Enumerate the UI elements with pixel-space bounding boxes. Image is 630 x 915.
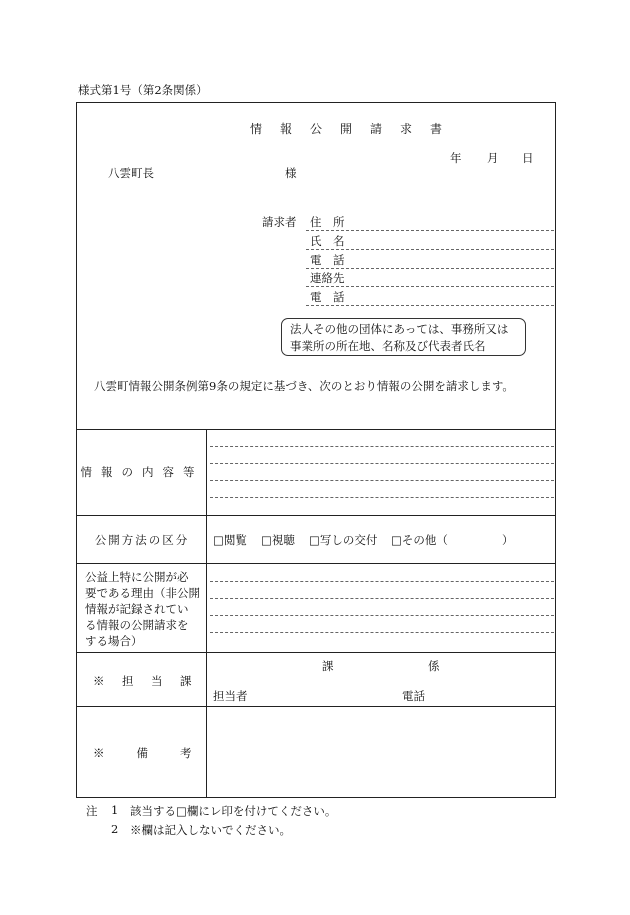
table-divider: [76, 706, 556, 707]
info-content-line[interactable]: [210, 446, 554, 447]
method-label: 公開方法の区分: [94, 533, 190, 547]
reason-label-line2: 要である理由（非公開: [85, 586, 200, 600]
corporation-note-line1: 法人その他の団体にあっては、事務所又は: [290, 322, 509, 336]
remarks-label: ※ 備 考: [93, 746, 195, 760]
table-column-divider: [206, 429, 207, 652]
note-1-text: 該当する□欄にレ印を付けてください。: [130, 804, 337, 818]
info-content-line[interactable]: [210, 480, 554, 481]
reason-line[interactable]: [210, 615, 554, 616]
note-2-text: ※欄は記入しないでください。: [130, 823, 291, 837]
table-column-divider: [206, 652, 207, 798]
date-day-label: 日: [522, 151, 534, 165]
date-month-label: 月: [487, 151, 499, 165]
method-option-view[interactable]: □閲覧: [213, 533, 247, 547]
requester-line: [306, 249, 554, 250]
requester-field-phone: 電 話: [310, 253, 345, 267]
requester-field-contact: 連絡先: [310, 271, 345, 285]
reason-line[interactable]: [210, 598, 554, 599]
table-divider: [76, 515, 556, 516]
requester-line: [306, 268, 554, 269]
requester-line: [306, 230, 554, 231]
date-year-label: 年: [450, 151, 462, 165]
info-content-label: 情報の内容等: [80, 465, 204, 479]
requester-field-contact-phone: 電 話: [310, 290, 345, 304]
corporation-note-line2: 事業所の所在地、名称及び代表者氏名: [290, 339, 486, 353]
table-divider: [76, 563, 556, 564]
addressee-honorific: 様: [285, 166, 297, 180]
note-2-number: 2: [111, 822, 119, 836]
method-option-watch[interactable]: □視聴: [261, 533, 295, 547]
reason-line[interactable]: [210, 632, 554, 633]
info-content-line[interactable]: [210, 463, 554, 464]
requester-line: [306, 305, 554, 306]
requester-field-name: 氏 名: [310, 234, 345, 248]
requester-label: 請求者: [262, 215, 297, 229]
note-1-number: 1: [111, 803, 119, 817]
reason-label-line4: る情報の公開請求を: [85, 618, 189, 632]
form-number-label: 様式第1号（第2条関係）: [78, 83, 208, 97]
staff-person-label: 担当者: [213, 689, 248, 703]
method-option-copy[interactable]: □写しの交付: [309, 533, 378, 547]
table-divider: [76, 429, 556, 430]
request-statement: 八雲町情報公開条例第9条の規定に基づき、次のとおり情報の公開を請求します。: [94, 379, 514, 393]
reason-label-line5: する場合）: [85, 634, 143, 648]
staff-phone-label: 電話: [402, 689, 425, 703]
reason-label-line3: 情報が記録されてい: [85, 602, 189, 616]
method-option-other[interactable]: □その他（: [391, 533, 448, 547]
method-option-other-close: ）: [502, 533, 514, 547]
requester-line: [306, 286, 554, 287]
addressee-name: 八雲町長: [108, 166, 154, 180]
reason-label-line1: 公益上特に公開が必: [85, 570, 189, 584]
notes-prefix: 注: [86, 804, 98, 818]
staff-label: ※ 担 当 課: [93, 674, 195, 688]
reason-line[interactable]: [210, 581, 554, 582]
staff-ka-label: 課: [322, 659, 334, 673]
form-title: 情報公開請求書: [249, 122, 460, 136]
staff-kakari-label: 係: [428, 659, 440, 673]
requester-field-address: 住 所: [310, 215, 345, 229]
info-content-line[interactable]: [210, 497, 554, 498]
